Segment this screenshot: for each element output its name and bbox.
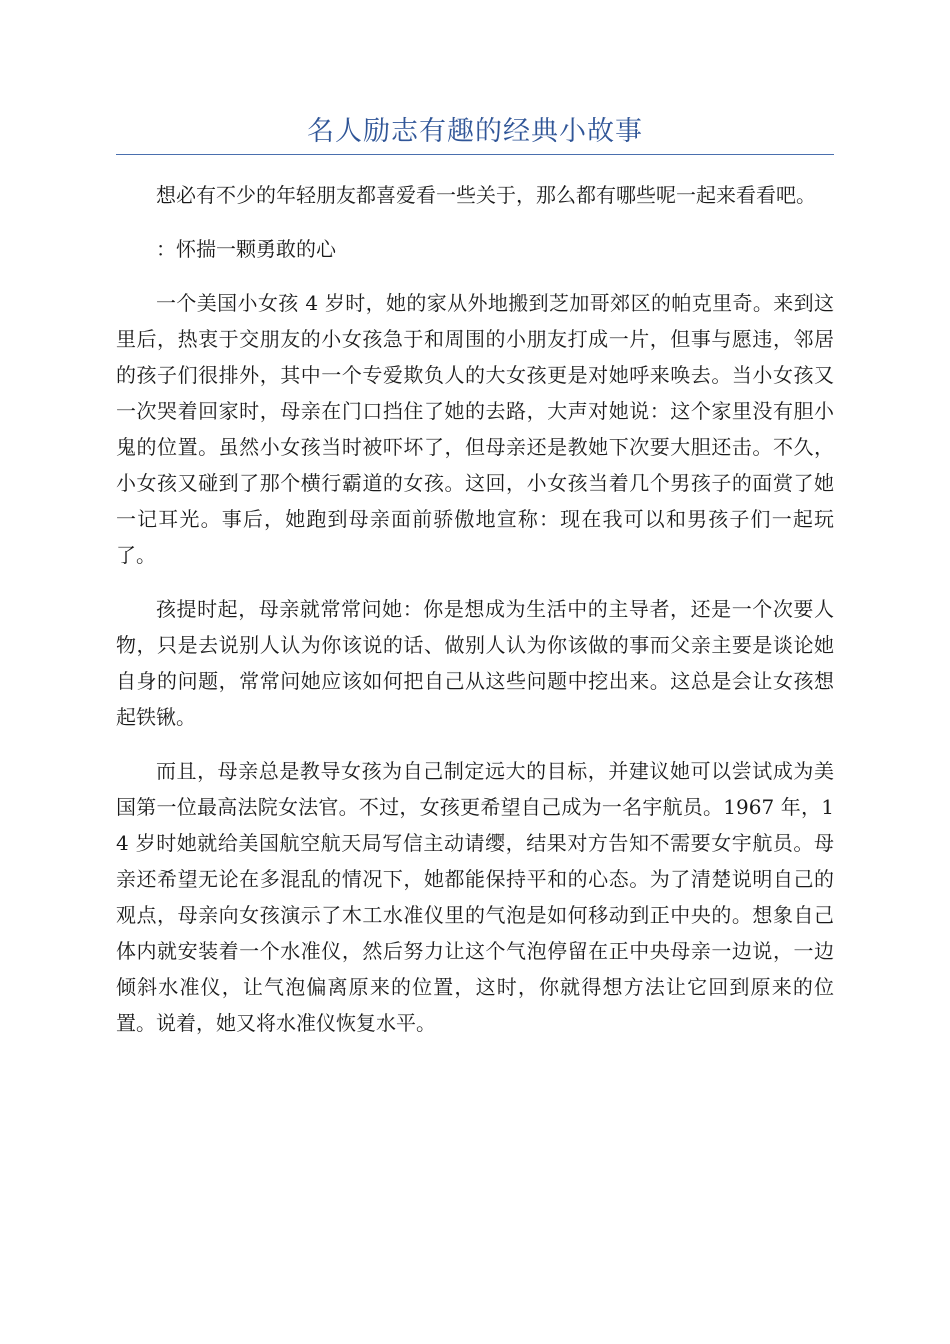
title-underline xyxy=(116,154,834,155)
intro-paragraph: 想必有不少的年轻朋友都喜爱看一些关于，那么都有哪些呢一起来看看吧。 xyxy=(156,183,816,207)
story-paragraph-2: 孩提时起，母亲就常常问她：你是想成为生活中的主导者，还是一个次要人物，只是去说别人认为你该说的话、做别人认为你该做的事而父亲主要是谈论她自身的问题，常常问她应该如何把自己从这些问题中挖出来。这总是会让女孩想起铁锹。 xyxy=(116,597,834,729)
story-paragraph-3: 而且，母亲总是教导女孩为自己制定远大的目标，并建议她可以尝试成为美国第一位最高法院女法官。不过，女孩更希望自己成为一名宇航员。1967 年，14 岁时她就给美国航空航天局写信主动请缨，结果对方告知不需要女宇航员。母亲还希望无论在多混乱的情况下，她都能保持平和的心态。为了清楚说明自己的观点，母亲向女孩演示了木工水准仪里的气泡是如何移动到正中央的。想象自己体内就安装着一个水准仪，然后努力让这个气泡停留在正中央母亲一边说，一边倾斜水准仪，让气泡偏离原来的位置，这时，你就得想方法让它回到原来的位置。说着，她又将水准仪恢复水平。 xyxy=(116,759,834,1035)
section-heading: ：怀揣一颗勇敢的心 xyxy=(156,237,336,261)
story-paragraph-1: 一个美国小女孩 4 岁时，她的家从外地搬到芝加哥郊区的帕克里奇。来到这里后，热衷于交朋友的小女孩急于和周围的小朋友打成一片，但事与愿违，邻居的孩子们很排外，其中一个专爱欺负人的大女孩更是对她呼来唤去。当小女孩又一次哭着回家时，母亲在门口挡住了她的去路，大声对她说：这个家里没有胆小鬼的位置。虽然小女孩当时被吓坏了，但母亲还是教她下次要大胆还击。不久，小女孩又碰到了那个横行霸道的女孩。这回，小女孩当着几个男孩子的面赏了她一记耳光。事后，她跑到母亲面前骄傲地宣称：现在我可以和男孩子们一起玩了。 xyxy=(116,291,834,567)
document-body xyxy=(116,177,834,1059)
document-title: 名人励志有趣的经典小故事 xyxy=(307,116,643,147)
